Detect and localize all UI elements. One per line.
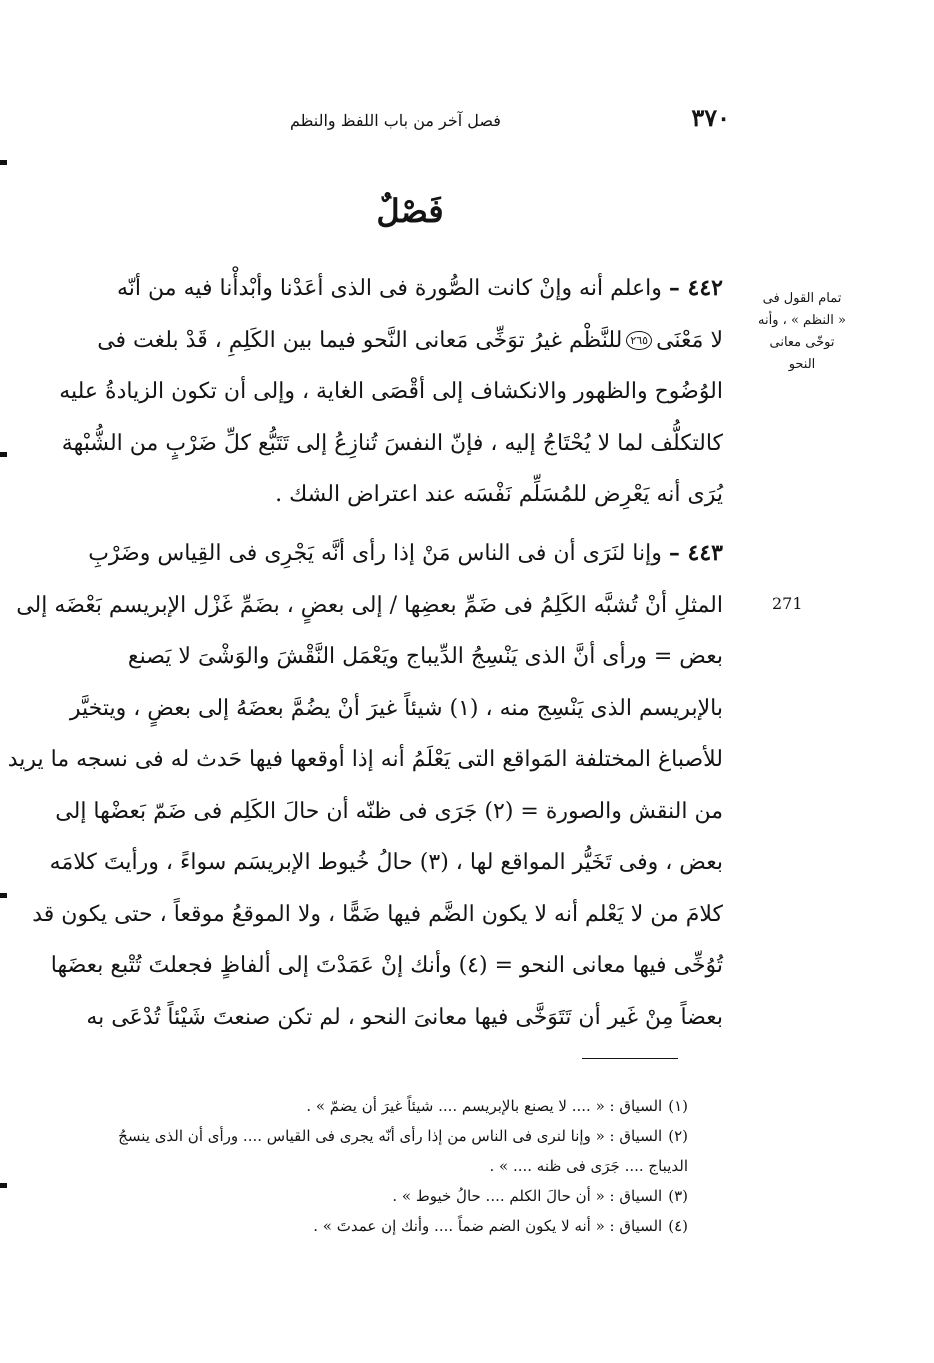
footnote-number: (٣) [668,1187,688,1205]
text-line: يُرَى أنه يَعْرِض للمُسَلِّم نَفْسَه عند اعتراض الشك . [275,482,723,507]
margin-note-line: « النظم » ، وأنه [758,313,846,328]
line-text: للنَّظْم غيرُ توَخِّى مَعانى النَّحو فيما بين الكَلِمِ ، قَدْ بلغت فى [97,327,623,353]
margin-note-line: توخّى معانى النحو [769,335,835,372]
text-line: من النقش والصورة = (٢) جَرَى فى ظنّه أن حالَ الكَلِم فى ضَمّ بَعضْها إلى [55,798,723,824]
running-header [290,103,730,137]
footnote-text: السياق : « وإنا لنرى فى الناس من إذا رأى أنّه يجرى فى القياس .... ورأى أن الذى ينسجُ [118,1127,663,1145]
scan-edge-mark [0,160,7,165]
footnotes [96,1091,688,1241]
section-title: فَصْلٌ [376,192,444,230]
text-line: بعض ، وفى تَخَيُّر المواقع لها ، (٣) حالُ خُيوط الإبريسَم سواءً ، ورأيتَ كلامَه [49,850,723,875]
text-line: بعضاً مِنْ غَير أن تَتَوَخَّى فيها معانىَ النحو ، لم تكن صنعتَ شَيْئاً تُدْعَى به [86,1004,723,1030]
text-line: للأصباغ المختلفة المَواقع التى يَعْلَمُ أنه إذا أوقعها فيها حَدث له فى نسجه ما يريد [7,747,723,772]
circled-reference: ٢٦٥ [626,331,652,350]
text-line [96,315,723,367]
margin-note [756,288,848,376]
footnote-number: (٤) [668,1217,688,1235]
footnote-number: (٢) [668,1127,688,1145]
paragraph-443 [7,528,723,1043]
text-line: تُوُخِّى فيها معانى النحو = (٤) وأنك إنْ عَمَدْتَ إلى ألفاظٍ فجعلتَ تُتْبع بعضَها [50,953,723,978]
footnote-divider [582,1058,678,1059]
footnote [96,1211,688,1241]
text-line [88,528,723,580]
footnote [96,1091,688,1121]
page-number: ٣٧٠ [691,103,730,132]
paragraph-number: ٤٤٣ – [668,540,723,566]
text-line: الوُضُوح والظهور والانكشاف إلى أقْصَى الغاية ، وإلى أن تكون الزيادةُ عليه [59,379,723,404]
footnote [96,1181,688,1211]
line-text: وإنا لنَرَى أن فى الناس مَنْ إذا رأى أنَّه يَجْرِى فى القِياس وضَرْبِ [88,541,662,566]
text-line: كلامَ من لا يَعْلم أنه لا يكون الضَّم فيها ضَمًّا ، ولا الموقعُ موقعاً ، حتى يكون قد [32,901,723,927]
scan-edge-mark [0,452,7,457]
original-page-number: 271 [772,594,803,613]
scan-edge-mark [0,893,7,898]
footnote [96,1121,688,1151]
footnote-text: السياق : « أنه لا يكون الضم ضماً .... وأنك إن عمدتَ » . [313,1217,663,1235]
paragraph-number: ٤٤٢ – [668,275,723,301]
paragraph-442 [59,263,723,521]
scan-edge-mark [0,1183,7,1188]
text-line: المثلِ أنْ تُشبَّه الكَلِمُ فى ضَمِّ بعضِها / إلى بعضٍ ، بضَمِّ غَزْل الإبريسم بَعْضَه إلى [16,592,723,618]
text-line [96,263,723,315]
text-line: بالإبريسم الذى يَنْسِج منه ، (١) شيئاً غيرَ أنْ يضُمَّ بعضَهُ إلى بعضٍ ، ويتخيَّر [69,695,723,721]
footnote-number: (١) [668,1097,688,1115]
text-line: كالتكلُّف لما لا يُحْتَاجُ إليه ، فإنّ النفسَ تُنازِعُ إلى تَتَبُّع كلِّ ضَرْبٍ من الشُّبْهة [61,430,723,456]
running-title: فصل آخر من باب اللفظ والنظم [290,111,501,130]
line-text: واعلم أنه وإنْ كانت الصُّورة فى الذى أعَدْنا وأبْدأْنا فيه من أنّه [117,276,662,301]
text-line: بعض = ورأى أنَّ الذى يَنْسِجُ الدِّيباج ويَعْمَل النَّقْشَ والوَشْىَ لا يَصنع [127,644,723,669]
line-text: لا مَعْنَى [656,327,723,353]
margin-note-line: تمام القول فى [762,291,842,306]
footnote-continuation: الديباج .... جَرَى فى ظنه .... » . [489,1157,688,1175]
footnote-text: السياق : « .... لا يصنع بالإبريسم .... شيئاً غيرَ أن يضمّ » . [306,1097,663,1115]
footnote-text: السياق : « أن حالَ الكلم .... حالُ خيوط » . [392,1187,663,1205]
